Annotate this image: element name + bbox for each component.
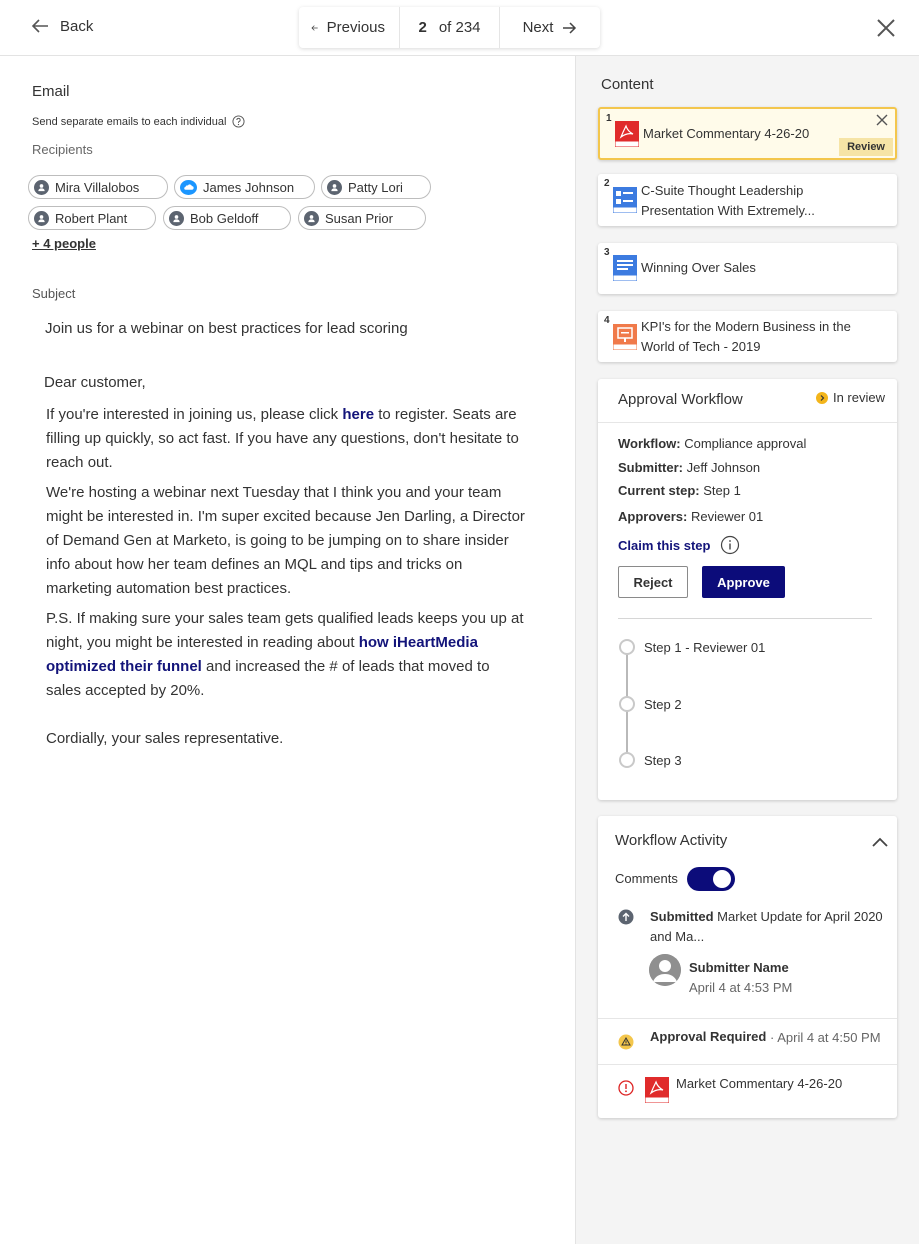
pager: [299, 7, 600, 48]
register-link[interactable]: here: [342, 406, 375, 423]
recipient-name: Mira Villalobos: [55, 179, 140, 195]
page-counter: [400, 7, 500, 48]
subject-text: Join us for a webinar on best practices for lead scoring: [45, 320, 408, 337]
status-label: In review: [832, 390, 885, 405]
review-sidebar: [575, 56, 919, 1244]
item-number: 4: [604, 315, 610, 326]
comments-toggle[interactable]: [687, 867, 735, 891]
divider: [598, 1018, 897, 1019]
user-icon: [169, 211, 184, 226]
item-title: Winning Over Sales: [641, 260, 756, 275]
arrow-left-icon: [30, 16, 50, 36]
presentation-icon: [613, 187, 637, 213]
pdf-icon: [645, 1077, 669, 1103]
field-key: Submitter:: [618, 460, 683, 475]
recipient-chip[interactable]: [28, 206, 156, 230]
field-value: Jeff Johnson: [683, 460, 761, 475]
recipient-chip[interactable]: [298, 206, 426, 230]
field-key: Current step:: [618, 483, 700, 498]
close-icon[interactable]: [875, 113, 889, 127]
separate-emails-label: Send separate emails to each individual: [32, 115, 227, 128]
paragraph-text: and increased the # of leads that moved to sales accepted by 20%.: [46, 658, 490, 699]
approval-workflow-heading: Approval Workflow: [618, 391, 743, 408]
content-item[interactable]: [598, 311, 897, 362]
email-paragraph: We're hosting a webinar next Tuesday that I think you and your team might be interested in. I'm super excited because Jen Darling, a Director of Demand Gen at Marketo, is going to be jumping on to share insider info about how her team defines an MQL and tips and tricks on marketing automation best practices.: [46, 484, 525, 597]
approval-time: · April 4 at 4:50 PM: [770, 1030, 881, 1045]
recipient-chip[interactable]: [163, 206, 291, 230]
submitter-name: Submitter Name: [689, 960, 789, 975]
paragraph-text: P.S. If making sure your sales team gets qualified leads keeps you up at night, you might be interested in reading about: [46, 610, 524, 651]
close-icon[interactable]: [874, 16, 898, 40]
previous-button[interactable]: [299, 7, 400, 48]
recipient-chip[interactable]: [28, 175, 168, 199]
pdf-icon: [615, 121, 639, 147]
chevron-up-icon[interactable]: [871, 834, 889, 852]
status-badge: [816, 390, 885, 405]
salesforce-icon: [180, 180, 197, 195]
activity-submitted: [650, 907, 886, 947]
alert-icon: [618, 1080, 634, 1096]
step-label: Step 2: [644, 697, 682, 712]
item-number: 3: [604, 247, 610, 258]
content-item[interactable]: [598, 107, 897, 160]
info-icon[interactable]: [720, 535, 740, 555]
user-icon: [34, 211, 49, 226]
step-label: Step 3: [644, 753, 682, 768]
back-button[interactable]: [30, 16, 93, 36]
recipient-name: Patty Lori: [348, 179, 403, 195]
content-item[interactable]: [598, 174, 897, 226]
workflow-field: [618, 436, 806, 451]
activity-action: Submitted: [650, 909, 714, 924]
toggle-knob: [713, 870, 731, 888]
field-value: Compliance approval: [680, 436, 807, 451]
recipient-name: Robert Plant: [55, 210, 128, 226]
item-title: KPI's for the Modern Business in the World of Tech - 2019: [641, 319, 851, 354]
warning-icon: [618, 1034, 634, 1050]
workflow-activity-panel: [598, 816, 897, 1118]
next-button[interactable]: [500, 7, 600, 48]
comments-label: Comments: [615, 871, 678, 886]
user-icon: [304, 211, 319, 226]
recipients-label: Recipients: [32, 142, 93, 157]
paragraph-text: to register. Seats are filling up quickly, so act fast. If you have any questions, don't hesitate to reach out.: [46, 406, 519, 471]
approval-required-label: Approval Required: [650, 1029, 767, 1044]
submitter-field: [618, 460, 760, 475]
email-closing: Cordially, your sales representative.: [46, 730, 284, 747]
workflow-activity-heading: Workflow Activity: [615, 832, 728, 849]
back-label: Back: [60, 17, 94, 35]
step-label: Step 1 - Reviewer 01: [644, 640, 766, 655]
field-value: Step 1: [699, 483, 741, 498]
page-total: of 234: [438, 19, 481, 36]
item-number: 2: [604, 178, 610, 189]
content-heading: Content: [601, 76, 654, 93]
user-icon: [34, 180, 49, 195]
content-item[interactable]: [598, 243, 897, 294]
email-panel: [0, 56, 575, 1244]
recipient-chip[interactable]: [321, 175, 431, 199]
help-icon[interactable]: [232, 115, 245, 128]
previous-label: Previous: [326, 19, 385, 36]
avatar: [649, 954, 681, 986]
document-icon: [613, 255, 637, 281]
slides-icon: [613, 324, 637, 350]
review-badge: Review: [839, 138, 893, 156]
recipient-name: James Johnson: [203, 179, 295, 195]
submitted-icon: [618, 909, 634, 925]
activity-content-item[interactable]: Market Commentary 4-26-20: [676, 1076, 843, 1091]
reject-button[interactable]: Reject: [618, 566, 688, 598]
submitter-time: April 4 at 4:53 PM: [689, 980, 793, 995]
approvers-field: [618, 509, 763, 524]
item-title: C-Suite Thought Leadership Presentation With Extremely...: [641, 183, 815, 218]
divider: [598, 422, 897, 423]
separate-emails-option: [32, 115, 245, 128]
activity-detail: Market Update for April 2020 and Ma...: [650, 909, 883, 944]
email-heading: Email: [32, 83, 70, 100]
field-key: Workflow:: [618, 436, 681, 451]
recipient-name: Susan Prior: [325, 210, 393, 226]
claim-step-link[interactable]: [618, 535, 740, 555]
claim-step-label: Claim this step: [618, 537, 711, 553]
paragraph-text: If you're interested in joining us, please click: [46, 406, 343, 423]
step-indicator: [619, 752, 635, 768]
iheartmedia-link[interactable]: how iHeartMedia optimized their funnel: [46, 634, 478, 675]
next-label: Next: [522, 19, 554, 36]
approval-workflow-panel: [598, 379, 897, 800]
item-title: Market Commentary 4-26-20: [643, 126, 810, 141]
email-greeting: Dear customer,: [44, 374, 146, 391]
user-icon: [327, 180, 342, 195]
more-people-link[interactable]: + 4 people: [32, 236, 96, 251]
email-paragraph: [46, 607, 526, 703]
field-key: Approvers:: [618, 509, 688, 524]
item-number: 1: [606, 113, 612, 124]
step-indicator: [619, 696, 635, 712]
email-paragraph: [46, 403, 526, 475]
arrow-left-icon: [311, 20, 319, 36]
recipient-name: Bob Geldoff: [190, 210, 259, 226]
top-bar: [0, 0, 919, 56]
divider: [598, 1064, 897, 1065]
current-step-field: [618, 483, 741, 498]
subject-label: Subject: [32, 286, 76, 301]
arrow-right-icon: [561, 20, 577, 36]
divider: [618, 618, 872, 619]
recipient-chip[interactable]: [174, 175, 315, 199]
page-current: 2: [418, 19, 427, 36]
field-value: Reviewer 01: [687, 509, 764, 524]
in-review-icon: [816, 392, 828, 404]
approve-button[interactable]: Approve: [702, 566, 785, 598]
step-indicator: [619, 639, 635, 655]
